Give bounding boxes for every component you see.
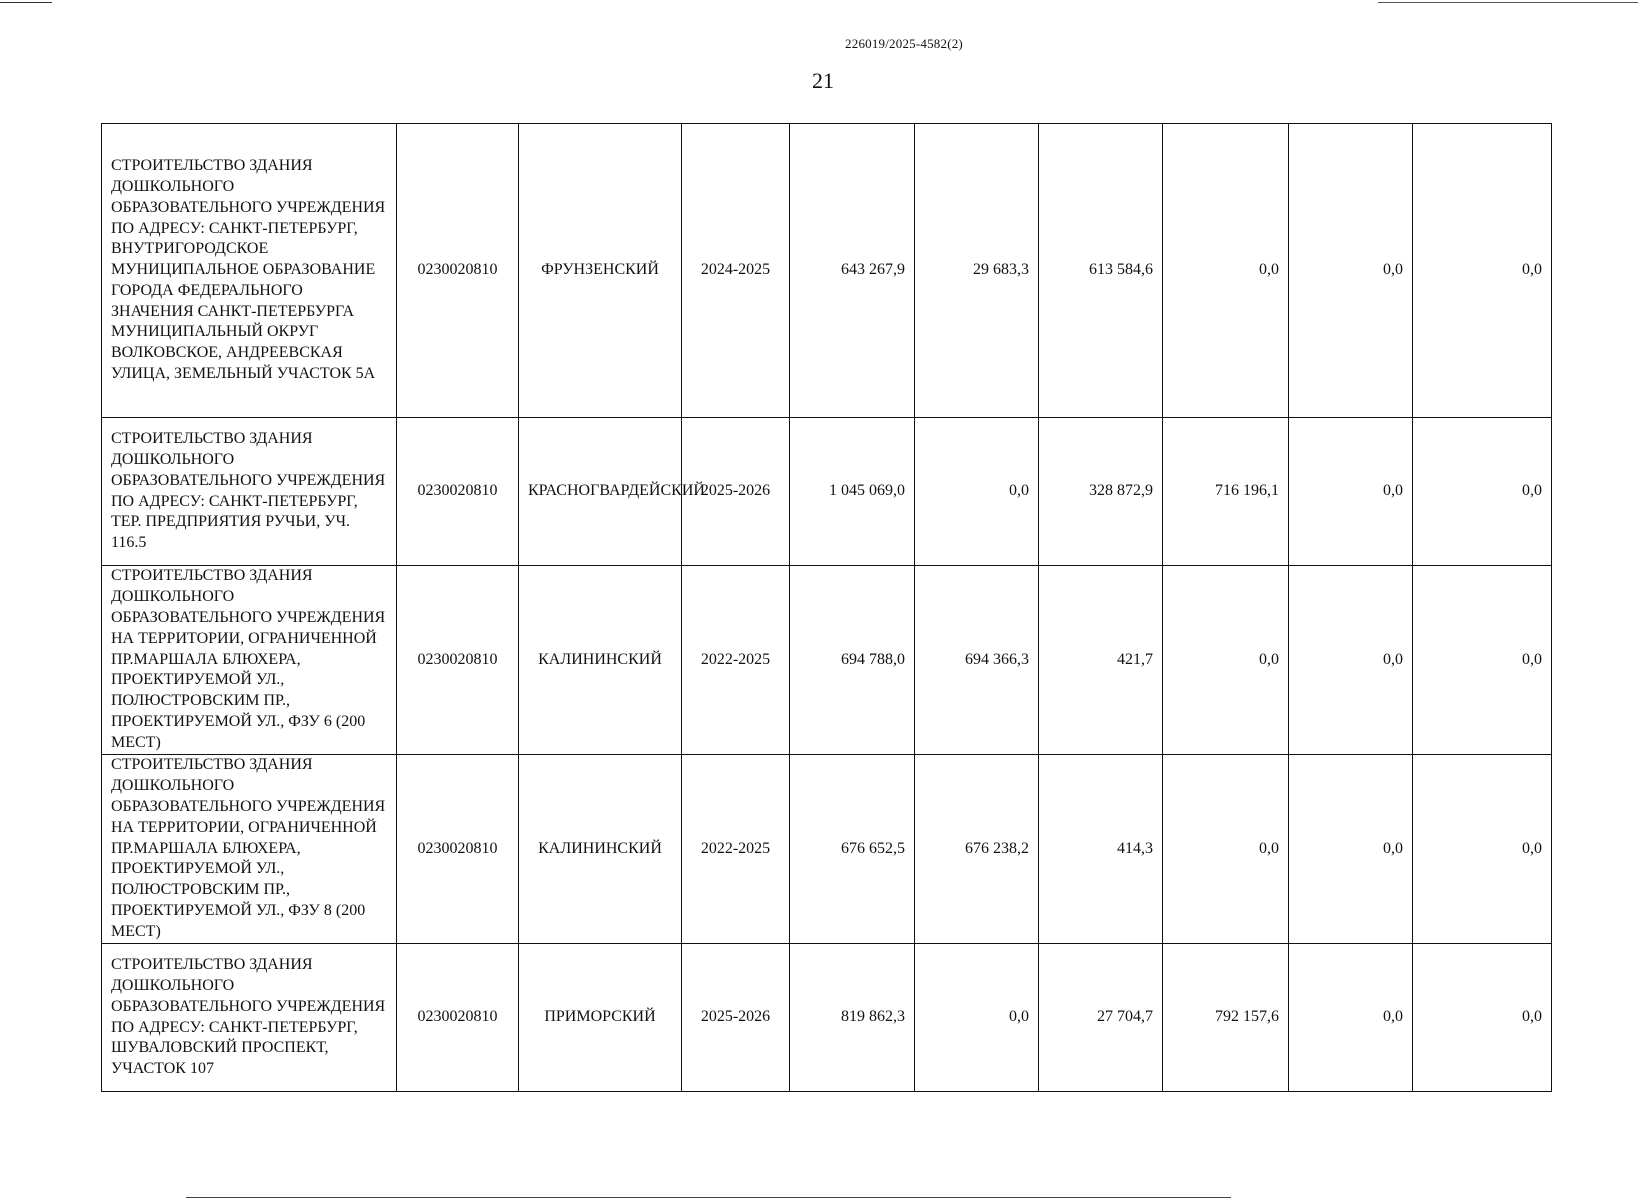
amount-cell: 0,0 — [1289, 944, 1413, 1092]
district-cell: КРАСНОГВАРДЕЙСКИЙ — [519, 418, 682, 566]
district-cell: КАЛИНИНСКИЙ — [519, 566, 682, 755]
project-name-cell: СТРОИТЕЛЬСТВО ЗДАНИЯ ДОШКОЛЬНОГО ОБРАЗОВАТЕЛЬНОГО УЧРЕЖДЕНИЯ НА ТЕРРИТОРИИ, ОГРАНИЧЕННОЙ ПР.МАРШАЛА БЛЮХЕРА, ПРОЕКТИРУЕМОЙ УЛ., ПОЛЮСТРОВСКИМ ПР., ПРОЕКТИРУЕМОЙ УЛ., ФЗУ 6 (200 МЕСТ) — [102, 566, 397, 755]
total-cost-cell: 694 788,0 — [790, 566, 915, 755]
document-registration-number: 226019/2025-4582(2) — [845, 36, 963, 51]
table-row — [102, 755, 1552, 944]
amount-cell: 0,0 — [1289, 124, 1413, 418]
amount-cell: 0,0 — [1163, 755, 1289, 944]
amount-cell: 613 584,6 — [1039, 124, 1163, 418]
page-number: 21 — [812, 68, 834, 93]
table-row — [102, 124, 1552, 418]
amount-cell: 0,0 — [1289, 418, 1413, 566]
amount-cell: 414,3 — [1039, 755, 1163, 944]
amount-cell: 792 157,6 — [1163, 944, 1289, 1092]
amount-cell: 0,0 — [1289, 755, 1413, 944]
amount-cell: 694 366,3 — [915, 566, 1039, 755]
target-code-cell: 0230020810 — [397, 755, 519, 944]
target-code-cell: 0230020810 — [397, 944, 519, 1092]
total-cost-cell: 1 045 069,0 — [790, 418, 915, 566]
amount-cell: 29 683,3 — [915, 124, 1039, 418]
total-cost-cell: 643 267,9 — [790, 124, 915, 418]
amount-cell: 0,0 — [1163, 566, 1289, 755]
amount-cell: 0,0 — [1413, 124, 1552, 418]
amount-cell: 676 238,2 — [915, 755, 1039, 944]
target-code-cell: 0230020810 — [397, 124, 519, 418]
period-cell: 2025-2026 — [682, 944, 790, 1092]
scan-bottom-line — [186, 1197, 1231, 1198]
project-name-cell: СТРОИТЕЛЬСТВО ЗДАНИЯ ДОШКОЛЬНОГО ОБРАЗОВАТЕЛЬНОГО УЧРЕЖДЕНИЯ ПО АДРЕСУ: САНКТ-ПЕТЕРБУРГ, ШУВАЛОВСКИЙ ПРОСПЕКТ, УЧАСТОК 107 — [102, 944, 397, 1092]
amount-cell: 328 872,9 — [1039, 418, 1163, 566]
scan-edge-mark-left — [0, 2, 52, 3]
amount-cell: 27 704,7 — [1039, 944, 1163, 1092]
amount-cell: 0,0 — [915, 944, 1039, 1092]
amount-cell: 0,0 — [1413, 944, 1552, 1092]
total-cost-cell: 676 652,5 — [790, 755, 915, 944]
period-cell: 2022-2025 — [682, 566, 790, 755]
target-code-cell: 0230020810 — [397, 418, 519, 566]
project-name-cell: СТРОИТЕЛЬСТВО ЗДАНИЯ ДОШКОЛЬНОГО ОБРАЗОВАТЕЛЬНОГО УЧРЕЖДЕНИЯ НА ТЕРРИТОРИИ, ОГРАНИЧЕННОЙ ПР.МАРШАЛА БЛЮХЕРА, ПРОЕКТИРУЕМОЙ УЛ., ПОЛЮСТРОВСКИМ ПР., ПРОЕКТИРУЕМОЙ УЛ., ФЗУ 8 (200 МЕСТ) — [102, 755, 397, 944]
construction-projects-table — [101, 123, 1552, 1092]
district-cell: ФРУНЗЕНСКИЙ — [519, 124, 682, 418]
table-row — [102, 566, 1552, 755]
period-cell: 2024-2025 — [682, 124, 790, 418]
district-cell: ПРИМОРСКИЙ — [519, 944, 682, 1092]
scan-edge-mark-right — [1378, 2, 1638, 3]
amount-cell: 421,7 — [1039, 566, 1163, 755]
project-name-cell: СТРОИТЕЛЬСТВО ЗДАНИЯ ДОШКОЛЬНОГО ОБРАЗОВАТЕЛЬНОГО УЧРЕЖДЕНИЯ ПО АДРЕСУ: САНКТ-ПЕТЕРБУРГ, ТЕР. ПРЕДПРИЯТИЯ РУЧЬИ, УЧ. 116.5 — [102, 418, 397, 566]
amount-cell: 0,0 — [1413, 755, 1552, 944]
table-row — [102, 418, 1552, 566]
total-cost-cell: 819 862,3 — [790, 944, 915, 1092]
period-cell: 2025-2026 — [682, 418, 790, 566]
project-name-cell: СТРОИТЕЛЬСТВО ЗДАНИЯ ДОШКОЛЬНОГО ОБРАЗОВАТЕЛЬНОГО УЧРЕЖДЕНИЯ ПО АДРЕСУ: САНКТ-ПЕТЕРБУРГ, ВНУТРИГОРОДСКОЕ МУНИЦИПАЛЬНОЕ ОБРАЗОВАНИЕ ГОРОДА ФЕДЕРАЛЬНОГО ЗНАЧЕНИЯ САНКТ-ПЕТЕРБУРГА МУНИЦИПАЛЬНЫЙ ОКРУГ ВОЛКОВСКОЕ, АНДРЕЕВСКАЯ УЛИЦА, ЗЕМЕЛЬНЫЙ УЧАСТОК 5А — [102, 124, 397, 418]
amount-cell: 716 196,1 — [1163, 418, 1289, 566]
amount-cell: 0,0 — [915, 418, 1039, 566]
period-cell: 2022-2025 — [682, 755, 790, 944]
amount-cell: 0,0 — [1289, 566, 1413, 755]
amount-cell: 0,0 — [1163, 124, 1289, 418]
amount-cell: 0,0 — [1413, 566, 1552, 755]
district-cell: КАЛИНИНСКИЙ — [519, 755, 682, 944]
target-code-cell: 0230020810 — [397, 566, 519, 755]
amount-cell: 0,0 — [1413, 418, 1552, 566]
table-row — [102, 944, 1552, 1092]
